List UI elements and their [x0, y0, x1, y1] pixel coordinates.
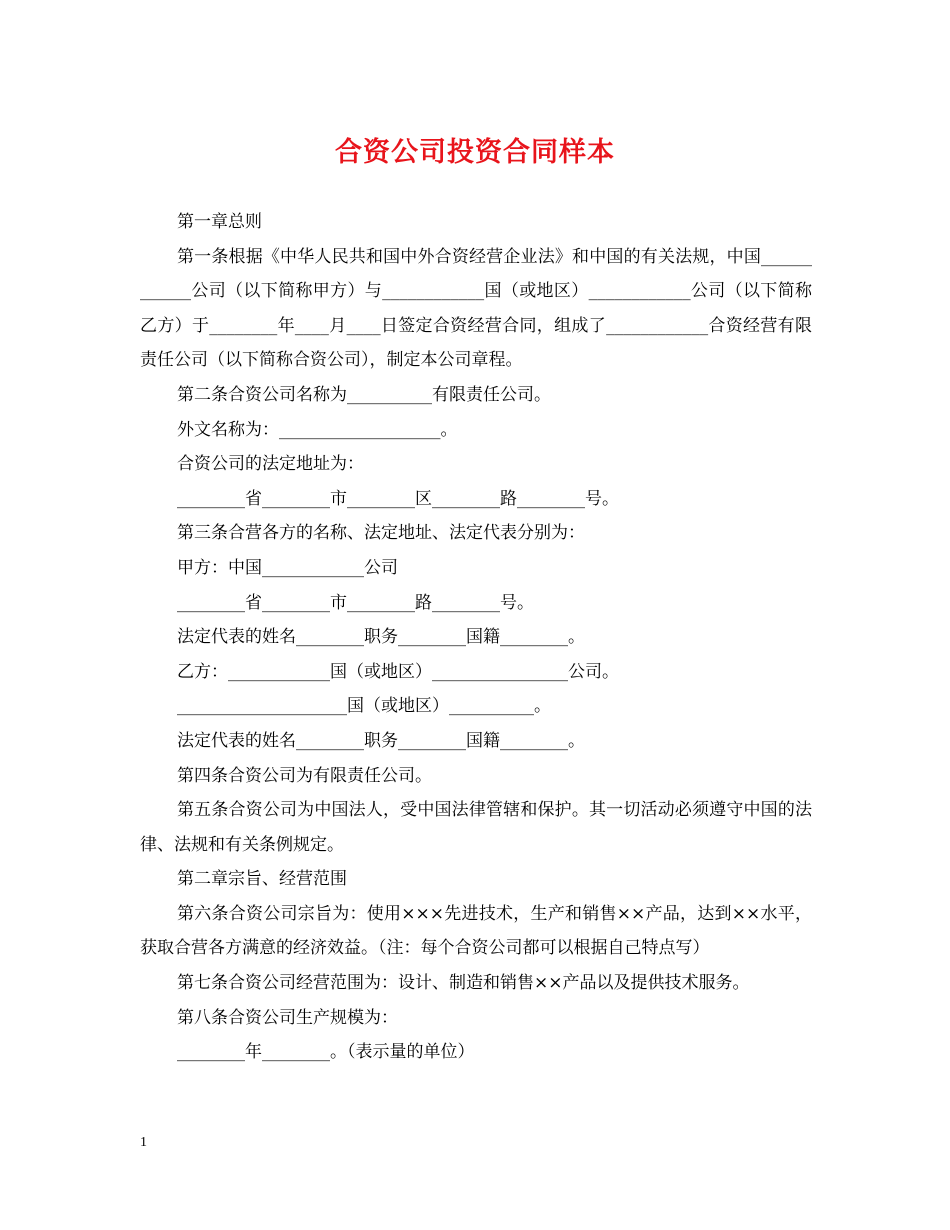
paragraph: ________省________市________路________号。 — [177, 592, 534, 613]
paragraph: 第二章宗旨、经营范围 — [177, 869, 347, 890]
paragraph: 法定代表的姓名________职务________国籍________。 — [177, 730, 585, 751]
paragraph: 第七条合资公司经营范围为：设计、制造和销售××产品以及提供技术服务。 — [177, 973, 750, 994]
paragraph: 第四条合资公司为有限责任公司。 — [177, 765, 432, 786]
paragraph: ____________________国（或地区）__________。 — [177, 696, 551, 717]
paragraph: ________年________。（表示量的单位） — [177, 1042, 475, 1063]
paragraph: 第八条合资公司生产规模为： — [177, 1007, 398, 1028]
paragraph: 甲方：中国____________公司 — [177, 557, 398, 578]
paragraph: 第一章总则 — [177, 212, 262, 232]
paragraph: 第二条合资公司名称为__________有限责任公司。 — [177, 384, 551, 405]
paragraph: ________省________市________区________路________号。 — [177, 488, 619, 509]
document-body — [140, 205, 812, 1070]
paragraph: 外文名称为：___________________。 — [177, 419, 458, 440]
paragraph: 合资公司的法定地址为： — [177, 454, 364, 475]
paragraph: 第六条合资公司宗旨为：使用×××先进技术，生产和销售××产品，达到××水平，获取合营各方满意的经济效益。（注：每个合资公司都可以根据自己特点写） — [140, 903, 812, 959]
page-number: 1 — [140, 1135, 147, 1150]
document-title: 合资公司投资合同样本 — [335, 137, 615, 168]
paragraph: 第一条根据《中华人民共和国中外合资经营企业法》和中国的有关法规，中国____________公司（以下简称甲方）与____________国（或地区）____________公司（以下简称乙方）于________年____月____日签定合资经营合同，组成了____________合资经营有限责任公司（以下简称合资公司），制定本公司章程。 — [140, 246, 812, 371]
paragraph: 乙方：____________国（或地区）________________公司。 — [177, 661, 619, 682]
paragraph: 第五条合资公司为中国法人，受中国法律管辖和保护。其一切活动必须遵守中国的法律、法规和有关条例规定。 — [140, 800, 812, 855]
paragraph: 第三条合营各方的名称、法定地址、法定代表分别为： — [177, 523, 585, 544]
paragraph: 法定代表的姓名________职务________国籍________。 — [177, 627, 585, 648]
